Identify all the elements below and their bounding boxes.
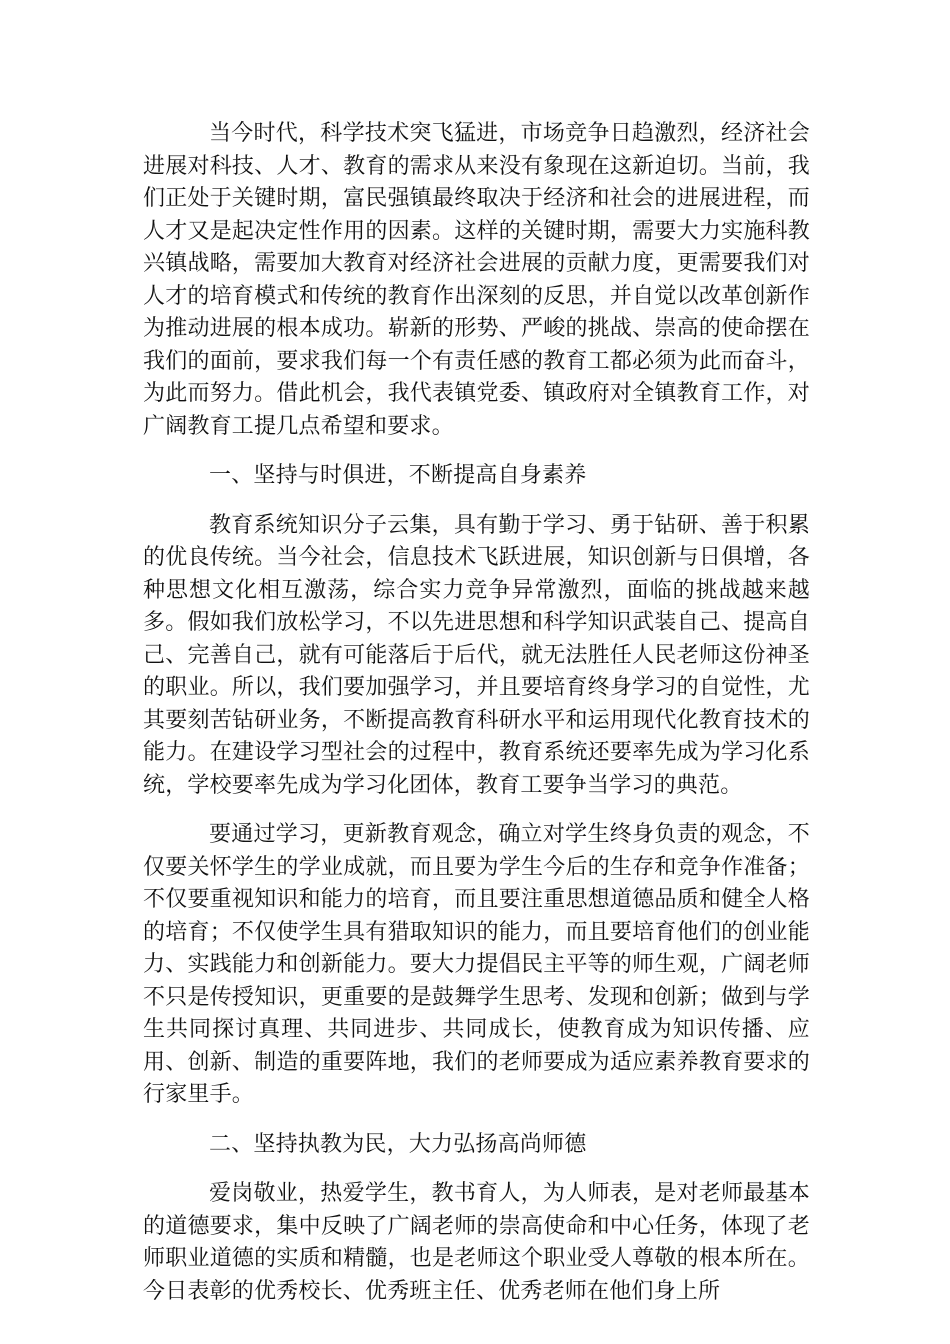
section-2-paragraph-1: 爱岗敬业，热爱学生，教书育人，为人师表，是对老师最基本的道德要求，集中反映了广阔老师的崇高使命和中心任务，体现了老师职业道德的实质和精髓，也是老师这个职业受人尊敬的根本所在。今日表彰的优秀校长、优秀班主任、优秀老师在他们身上所 xyxy=(143,1181,810,1304)
section-heading-2: 二、坚持执教为民，大力弘扬高尚师德 xyxy=(209,1131,587,1157)
document-body xyxy=(143,118,810,1308)
section-1-paragraph-2: 要通过学习，更新教育观念，确立对学生终身负责的观念，不仅要关怀学生的学业成就，而且要为学生今后的生存和竞争作准备；不仅要重视知识和能力的培育，而且要注重思想道德品质和健全人格的培育；不仅使学生具有猎取知识的能力，而且要培育他们的创业能力、实践能力和创新能力。要大力提倡民主平等的师生观，广阔老师不只是传授知识，更重要的是鼓舞学生思考、发现和创新；做到与学生共同探讨真理、共同进步、共同成长，使教育成为知识传播、应用、创新、制造的重要阵地，我们的老师要成为适应素养教育要求的行家里手。 xyxy=(143,822,810,1107)
intro-paragraph: 当今时代，科学技术突飞猛进，市场竞争日趋激烈，经济社会进展对科技、人才、教育的需求从来没有象现在这新迫切。当前，我们正处于关键时期，富民强镇最终取决于经济和社会的进展进程，而人才又是起决定性作用的因素。这样的关键时期，需要大力实施科教兴镇战略，需要加大教育对经济社会进展的贡献力度，更需要我们对人才的培育模式和传统的教育作出深刻的反思，并自觉以改革创新作为推动进展的根本成功。崭新的形势、严峻的挑战、崇高的使命摆在我们的面前，要求我们每一个有责任感的教育工都必须为此而奋斗，为此而努力。借此机会，我代表镇党委、镇政府对全镇教育工作，对广阔教育工提几点希望和要求。 xyxy=(143,121,810,439)
section-heading-1: 一、坚持与时俱进，不断提高自身素养 xyxy=(209,463,587,488)
section-1-paragraph-1: 教育系统知识分子云集，具有勤于学习、勇于钻研、善于积累的优良传统。当今社会，信息技术飞跃进展，知识创新与日俱增，各种思想文化相互激荡，综合实力竞争异常激烈，面临的挑战越来越多。假如我们放松学习，不以先进思想和科学知识武装自己、提高自己、完善自己，就有可能落后于后代，就无法胜任人民老师这份神圣的职业。所以，我们要加强学习，并且要培育终身学习的自觉性，尤其要刻苦钻研业务，不断提高教育科研水平和运用现代化教育技术的能力。在建设学习型社会的过程中，教育系统还要率先成为学习化系统，学校要率先成为学习化团体，教育工要争当学习的典范。 xyxy=(143,512,810,798)
